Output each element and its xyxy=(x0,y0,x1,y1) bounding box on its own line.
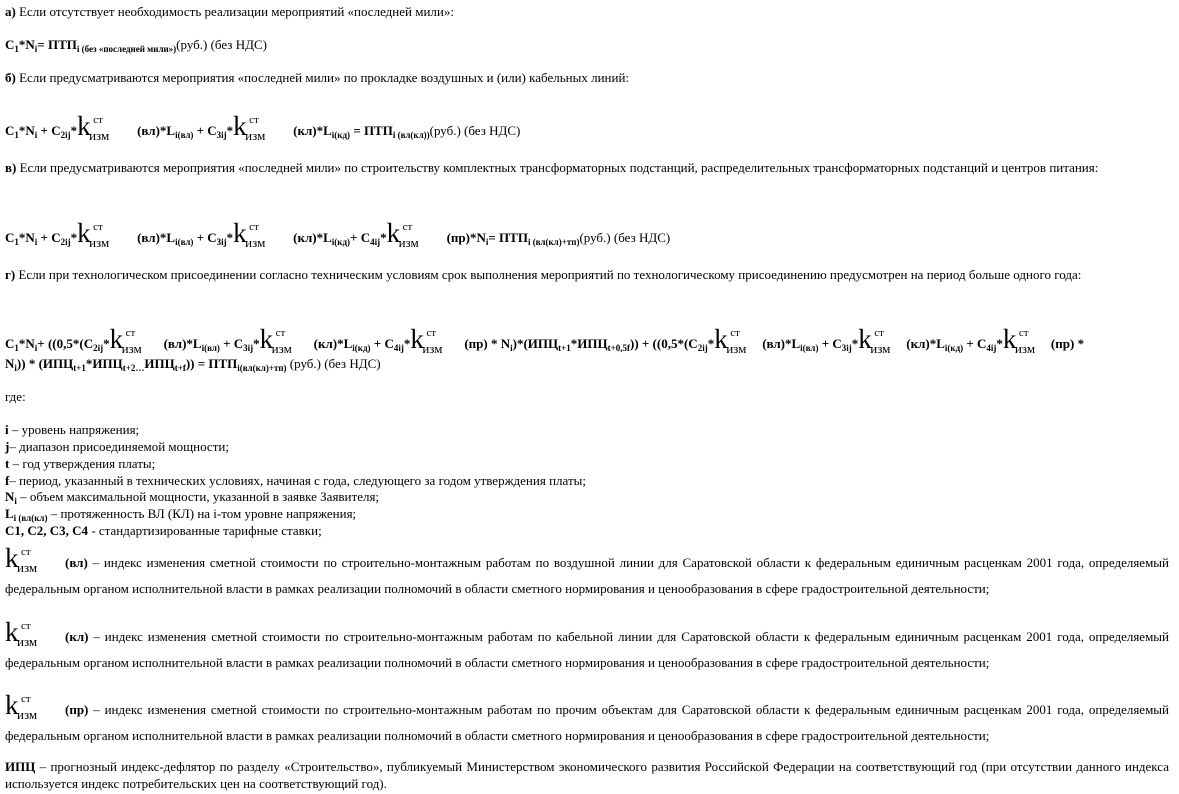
k-index-symbol: k ст изм xyxy=(714,324,747,356)
k-index-symbol: k ст изм xyxy=(5,617,38,649)
definition-t: t – год утверждения платы; xyxy=(5,456,156,471)
k-index-symbol: k ст изм xyxy=(386,218,419,250)
definition-k-vl: k ст изм (вл) – индекс изменения сметной стоимости по строительно-монтажным работам по воздушной линии для Саратовской области к федеральным единичным расценкам 2001 года, определяемый федеральным органом исполнительной власти в рамках реализации полномочий в области сметного нормирования и ценообразования в сфере градостроительной деятельности; xyxy=(5,543,1169,596)
formula-a: $С_1*N_i= ПТП_{i (без «последней мили»)}(руб.)$ (без НДС) xyxy=(5,37,267,54)
definition-i: i – уровень напряжения; xyxy=(5,422,140,437)
formula-b: $С_1*N_i + С_{2ij}*$ k ст изм $(вл)*L_{i(вл)} + С_{3ij}*$ k ст изм $(кл)*L_{i(кд)} = ПТП_{i (вл(кл))}(руб.)$ (без НДС) xyxy=(5,111,521,143)
definition-k-pr: k ст изм (пр) – индекс изменения сметной стоимости по строительно-монтажным работам по прочим объектам для Саратовской области к федеральным единичным расценкам 2001 года, определяемый федеральным органом исполнительной власти в рамках реализации полномочий в области сметного нормирования и ценообразования в сфере градостроительной деятельности; xyxy=(5,690,1169,743)
definition-k-kl: k ст изм (кл) – индекс изменения сметной стоимости по строительно-монтажным работам по кабельной линии для Саратовской области к федеральным единичным расценкам 2001 года, определяемый федеральным органом исполнительной власти в рамках реализации полномочий в области сметного нормирования и ценообразования в сфере градостроительной деятельности; xyxy=(5,617,1169,670)
section-d-heading: г) Если при технологическом присоединении согласно техническим условиям срок выполнения мероприятий по технологическому присоединению предусмотрен на период больше одного года: xyxy=(5,267,1082,282)
formula-d-line1: $С_1*N_i+ ((0,5*(С_{2ij}*$ k ст изм $(вл)*L_{i(вл)} + С_{3ij}*$ k ст изм $(кл)*L_{i(кд)} + С_{4ij}*$ k ст изм $(пр) * N_i)*(ИПЦ_{t+1}*ИПЦ_{t+0,5f})) + ((0,5*(С_{2ij}*$ k ст изм $(вл)*L_{i(вл)} + С_{3ij}*$ k ст изм $(кл)*L_{i(кд)} + С_{4ij}*$ k ст изм (пр) * xyxy=(5,324,1085,356)
definition-j: j– диапазон присоединяемой мощности; xyxy=(5,439,229,454)
definition-ipc: ИПЦ – прогнозный индекс-дефлятор по разделу «Строительство», публикуемый Министерством экономического развития Российской Федерации на соответствующий год (при отсутствии данного индекса используется индекс потребительских цен на соответствующий год). xyxy=(5,759,1169,791)
definition-n: $N_i$ – объем максимальной мощности, указанной в заявке Заявителя; xyxy=(5,489,380,506)
k-index-symbol: k ст изм xyxy=(77,111,110,143)
k-index-symbol: k ст изм xyxy=(77,218,110,250)
k-index-symbol: k ст изм xyxy=(259,324,292,356)
formula-d-line2: $N_i)) * (ИПЦ_{t+1}*ИПЦ_{t+2\dots}ИПЦ_{t+f})) = ПТП_{i(вл(кл)+тп)}$ (руб.) (без НДС) xyxy=(5,356,381,373)
k-index-symbol: k ст изм xyxy=(858,324,891,356)
formula-c: $С_1*N_i + С_{2ij}*$ k ст изм $(вл)*L_{i(вл)} + С_{3ij}*$ k ст изм $(кл)*L_{i(кд)}+ С_{4ij}*$ k ст изм $(пр)*N_i= ПТП_{i (вл(кл)+тп)}(руб.)$ (без НДС) xyxy=(5,218,671,250)
definition-l: $L_{i (вл(кл)}$ – протяженность ВЛ (КЛ) на i-том уровне напряжения; xyxy=(5,506,357,523)
k-index-symbol: k ст изм xyxy=(5,543,38,575)
k-index-symbol: k ст изм xyxy=(109,324,142,356)
k-index-symbol: k ст изм xyxy=(1002,324,1036,356)
definition-f: f– период, указанный в технических условиях, начиная с года, следующего за годом утверждения платы; xyxy=(5,473,586,488)
section-a-heading: а) Если отсутствует необходимость реализации мероприятий «последней мили»: xyxy=(5,4,454,19)
section-b-heading: б) Если предусматриваются мероприятия «последней мили» по прокладке воздушных и (или) кабельных линий: xyxy=(5,70,630,85)
k-index-symbol: k ст изм xyxy=(233,111,266,143)
k-index-symbol: k ст изм xyxy=(5,690,38,722)
section-c-heading: в) Если предусматриваются мероприятия «последней мили» по строительству комплектных трансформаторных подстанций, распределительных трансформаторных подстанций и центров питания: xyxy=(5,160,1099,175)
where-label: где: xyxy=(5,389,26,404)
k-index-symbol: k ст изм xyxy=(410,324,443,356)
definition-c: С1, С2, С3, С4 - стандартизированные тарифные ставки; xyxy=(5,523,322,538)
k-index-symbol: k ст изм xyxy=(233,218,266,250)
